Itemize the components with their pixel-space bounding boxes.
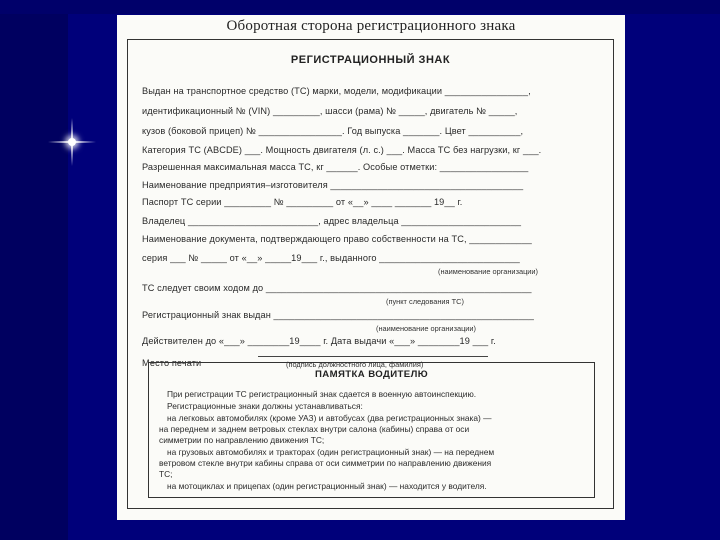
memo-line: на грузовых автомобилях и тракторах (один регистрационный знак) — на переднем — [167, 447, 495, 457]
registration-form — [127, 39, 614, 509]
memo-line: симметрии по направлению движения ТС; — [159, 435, 325, 445]
memo-line: Регистрационные знаки должны устанавливаться: — [167, 401, 363, 411]
form-line-issued: Регистрационный знак выдан __________________________________________________ — [142, 310, 535, 320]
memo-line: на легковых автомобилях (кроме УАЗ) и автобусах (два регистрационных знака) — — [167, 413, 492, 423]
caption-signature: (подпись должностного лица, фамилия) — [286, 360, 424, 369]
caption-destination: (пункт следования ТС) — [386, 297, 464, 306]
memo-line: При регистрации ТС регистрационный знак сдается в военную автоинспекцию. — [167, 389, 477, 399]
form-line-vin: идентификационный № (VIN) _________, шасси (рама) № _____, двигатель № _____, — [142, 106, 518, 116]
slide-left-band — [0, 0, 68, 540]
caption-organization-1: (наименование организации) — [438, 267, 539, 276]
document-scan — [117, 15, 625, 520]
form-line-series: серия ___ № _____ от «__» _____19___ г., выданного ___________________________ — [142, 253, 520, 263]
form-heading: РЕГИСТРАЦИОННЫЙ ЗНАК — [290, 54, 451, 66]
form-line-category: Категория ТС (ABCDE) ___. Мощность двигателя (л. с.) ___. Масса ТС без нагрузки, кг ___. — [142, 145, 542, 155]
memo-heading: ПАМЯТКА ВОДИТЕЛЮ — [314, 369, 429, 380]
form-line-body: кузов (боковой прицеп) № ________________. Год выпуска _______. Цвет __________, — [142, 126, 524, 136]
form-line-passport: Паспорт ТС серии _________ № _________ от «__» ____ _______ 19__ г. — [142, 197, 463, 207]
form-line-ownership-doc: Наименование документа, подтверждающего право собственности на ТС, ____________ — [142, 234, 532, 244]
form-line-manufacturer: Наименование предприятия–изготовителя _____________________________________ — [142, 180, 524, 190]
form-line-max-mass: Разрешенная максимальная масса ТС, кг ______. Особые отметки: _________________ — [142, 162, 529, 172]
memo-line: ТС; — [159, 469, 173, 479]
caption-organization-2: (наименование организации) — [376, 324, 477, 333]
memo-line: на мотоциклах и прицепах (один регистрационный знак) — находится у водителя. — [167, 481, 487, 491]
document-title: Оборотная сторона регистрационного знака — [226, 18, 516, 34]
signature-line — [258, 356, 488, 357]
memo-line: ветровом стекле внутри кабины справа от оси симметрии по направлению движения — [159, 458, 492, 468]
form-line-destination: ТС следует своим ходом до ___________________________________________________ — [142, 283, 532, 293]
sparkle-decoration-icon — [48, 118, 96, 166]
form-line-validity: Действителен до «___» ________19____ г. Дата выдачи «___» ________19 ___ г. — [142, 336, 496, 346]
slide-top-band — [0, 0, 720, 14]
memo-line: на переднем и заднем ветровых стеклах внутри салона (кабины) справа от оси — [159, 424, 470, 434]
driver-memo-box — [148, 362, 595, 498]
form-line-seal: Место печати — [142, 358, 202, 368]
form-line-owner: Владелец _________________________, адрес владельца _______________________ — [142, 216, 522, 226]
form-line-vehicle: Выдан на транспортное средство (ТС) марки, модели, модификации ________________, — [142, 86, 531, 96]
